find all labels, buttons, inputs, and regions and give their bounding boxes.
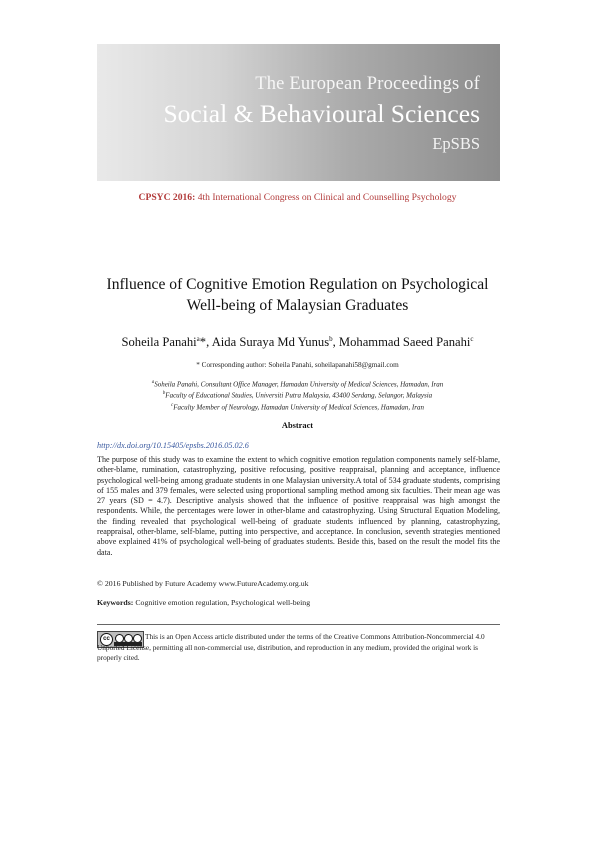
affiliation-item: [0, 378, 595, 389]
author-list: [0, 335, 595, 350]
copyright-notice: © 2016 Published by Future Academy www.FutureAcademy.org.uk: [97, 579, 309, 588]
banner-line-1: The European Proceedings of: [255, 74, 480, 94]
journal-banner: [97, 44, 500, 181]
doi-link[interactable]: http://dx.doi.org/10.15405/epsbs.2016.05.02.6: [97, 441, 249, 450]
author-name: Mohammad Saeed Panahi: [338, 335, 471, 350]
affiliation-text: Faculty Member of Neurology, Hamadan University of Medical Sciences, Hamadan, Iran: [173, 402, 424, 411]
banner-line-2: Social & Behavioural Sciences: [163, 99, 480, 128]
affiliations: [0, 378, 595, 412]
affiliation-mark: b: [162, 391, 166, 397]
license-text: This is an Open Access article distributed under the terms of the Creative Commons Attribution-Noncommercial 4.0 Unported License, permitting all non-commercial use, distribution, and reproduction in any medium, provided the original work is properly cited.: [97, 632, 485, 662]
banner-line-3: EpSBS: [432, 134, 480, 153]
cc-logo-icon: cc: [100, 633, 113, 646]
keywords: [97, 598, 310, 607]
conference-line: [0, 192, 595, 203]
author-affiliation-mark: c: [470, 335, 474, 343]
paper-title: [60, 274, 535, 316]
author-separator: *,: [199, 335, 212, 350]
affiliation-text: Faculty of Educational Studies, Universiti Putra Malaysia, 43400 Serdang, Selangor, Malaysia: [165, 391, 433, 400]
author-name: Soheila Panahi: [121, 335, 197, 350]
conference-name: 4th International Congress on Clinical and Counselling Psychology: [197, 192, 457, 203]
keywords-value: Cognitive emotion regulation, Psychological well-being: [135, 598, 311, 607]
paper-title-line-1: Influence of Cognitive Emotion Regulation on Psychological: [106, 276, 489, 293]
affiliation-mark: c: [171, 402, 174, 408]
author-name: Aida Suraya Md Yunus: [211, 335, 330, 350]
author-separator: ,: [332, 335, 339, 350]
affiliation-item: [0, 401, 595, 412]
affiliation-mark: a: [151, 380, 155, 385]
affiliation-item: [0, 389, 595, 400]
footer-divider: [97, 624, 500, 625]
abstract-heading: Abstract: [281, 421, 314, 430]
author-affiliation-mark: a: [196, 335, 200, 343]
keywords-label: Keywords:: [97, 598, 134, 607]
author-affiliation-mark: b: [329, 335, 333, 343]
corresponding-author: * Corresponding author: Soheila Panahi, soheilapanahi58@gmail.com: [196, 361, 399, 369]
conference-code: CPSYC 2016:: [138, 192, 196, 203]
abstract-text: The purpose of this study was to examine the extent to which cognitive emotion regulation components namely self-blame, other-blame, rumination, catastrophyzing, positive refocusing, positive reappraisal, planning and acceptance, influence psychological well-being among graduate students in one Malaysian university.A total of 534 graduate students, comprising of 155 males and 379 females, were selected using proportional sampling method among six faculties. Their mean age was 27 years (SD = 4.7). Descriptive analysis showed that the influence of positive reappraisal was high amongst the respondents. While, the percentages were lower in other-blame and catastrophyzing. Using Structural Equation Modeling, the finding revealed that psychological well-being of graduate students influenced by planning, catastrophyzing, reappraisal, other-blame, self-blame, putting into perspective, and acceptance. In conclusion, seventh strategies mentioned above explained 41% of psychological well-being of graduates students. Beside this, based on the result the model fits the data.: [97, 455, 500, 557]
paper-title-line-2: Well-being of Malaysian Graduates: [186, 297, 409, 314]
affiliation-text: Soheila Panahi, Consultant Office Manager, Hamadan University of Medical Sciences, Hamadan, Iran: [154, 380, 444, 389]
